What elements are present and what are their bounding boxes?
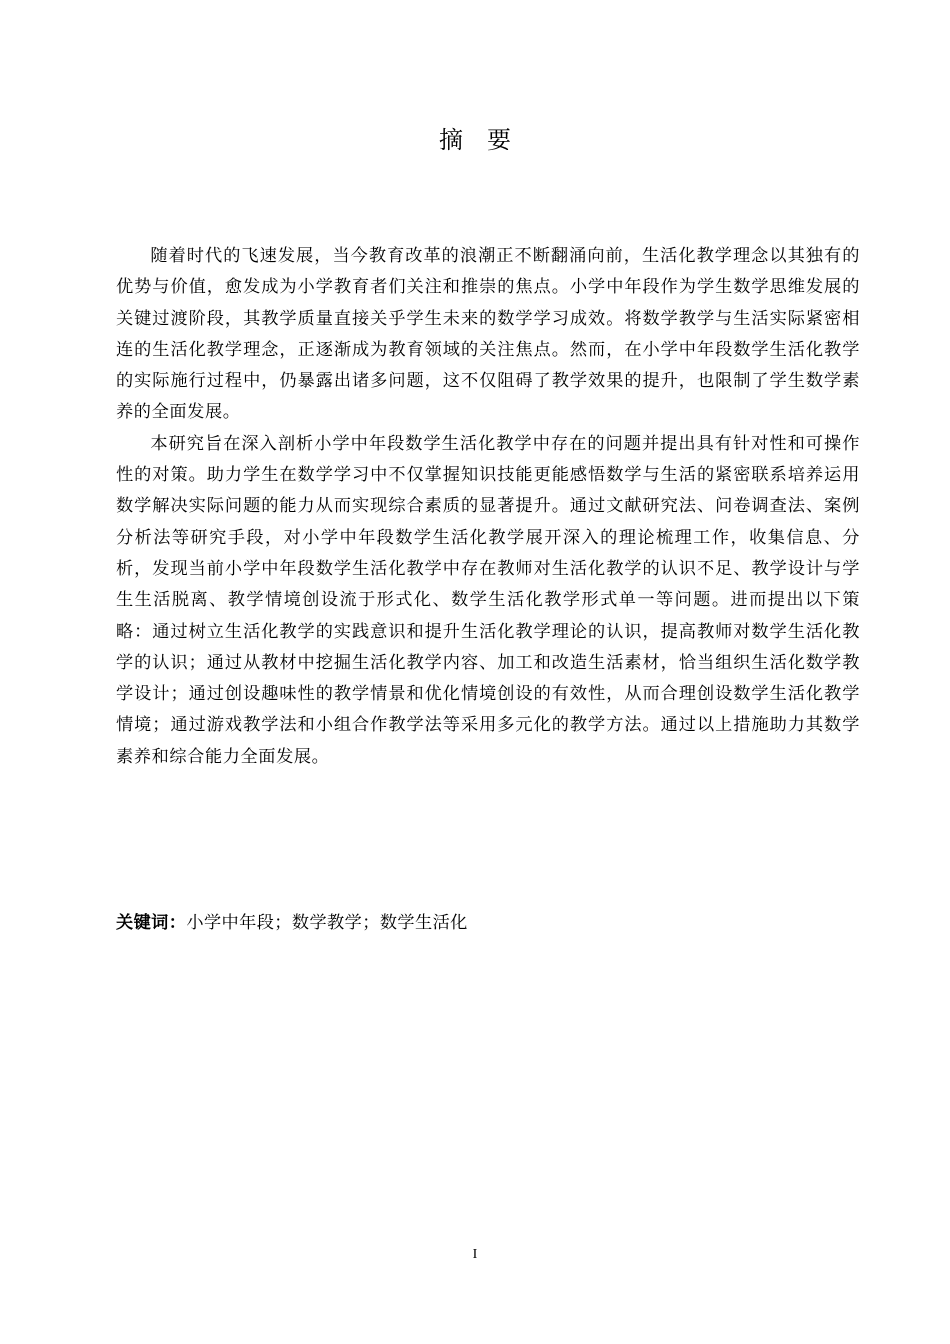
- abstract-paragraph-1: 随着时代的飞速发展，当今教育改革的浪潮正不断翻涌向前，生活化教学理念以其独有的优势与价值，愈发成为小学教育者们关注和推崇的焦点。小学中年段作为学生数学思维发展的关键过渡阶段，其教学质量直接关乎学生未来的数学学习成效。将数学教学与生活实际紧密相连的生活化教学理念，正逐渐成为教育领域的关注焦点。然而，在小学中年段数学生活化教学的实际施行过程中，仍暴露出诸多问题，这不仅阻碍了教学效果的提升，也限制了学生数学素养的全面发展。: [116, 246, 860, 423]
- keywords-label: 关键词：: [116, 913, 187, 933]
- abstract-title: 摘要: [439, 126, 535, 154]
- keywords-value: 小学中年段；数学教学；数学生活化: [186, 913, 468, 933]
- page-number: I: [472, 1247, 478, 1262]
- abstract-paragraph-2: 本研究旨在深入剖析小学中年段数学生活化教学中存在的问题并提出具有针对性和可操作性的对策。助力学生在数学学习中不仅掌握知识技能更能感悟数学与生活的紧密联系培养运用数学解决实际问题的能力从而实现综合素质的显著提升。通过文献研究法、问卷调查法、案例分析法等研究手段，对小学中年段数学生活化教学展开深入的理论梳理工作，收集信息、分析，发现当前小学中年段数学生活化教学中存在教师对生活化教学的认识不足、教学设计与学生生活脱离、教学情境创设流于形式化、数学生活化教学形式单一等问题。进而提出以下策略：通过树立生活化教学的实践意识和提升生活化教学理论的认识，提高教师对数学生活化教学的认识；通过从教材中挖掘生活化教学内容、加工和改造生活素材，恰当组织生活化数学教学设计；通过创设趣味性的教学情景和优化情境创设的有效性，从而合理创设数学生活化教学情境；通过游戏教学法和小组合作教学法等采用多元化的教学方法。通过以上措施助力其数学素养和综合能力全面发展。: [116, 433, 860, 767]
- abstract-body: [116, 241, 860, 773]
- keywords-line: [116, 908, 860, 939]
